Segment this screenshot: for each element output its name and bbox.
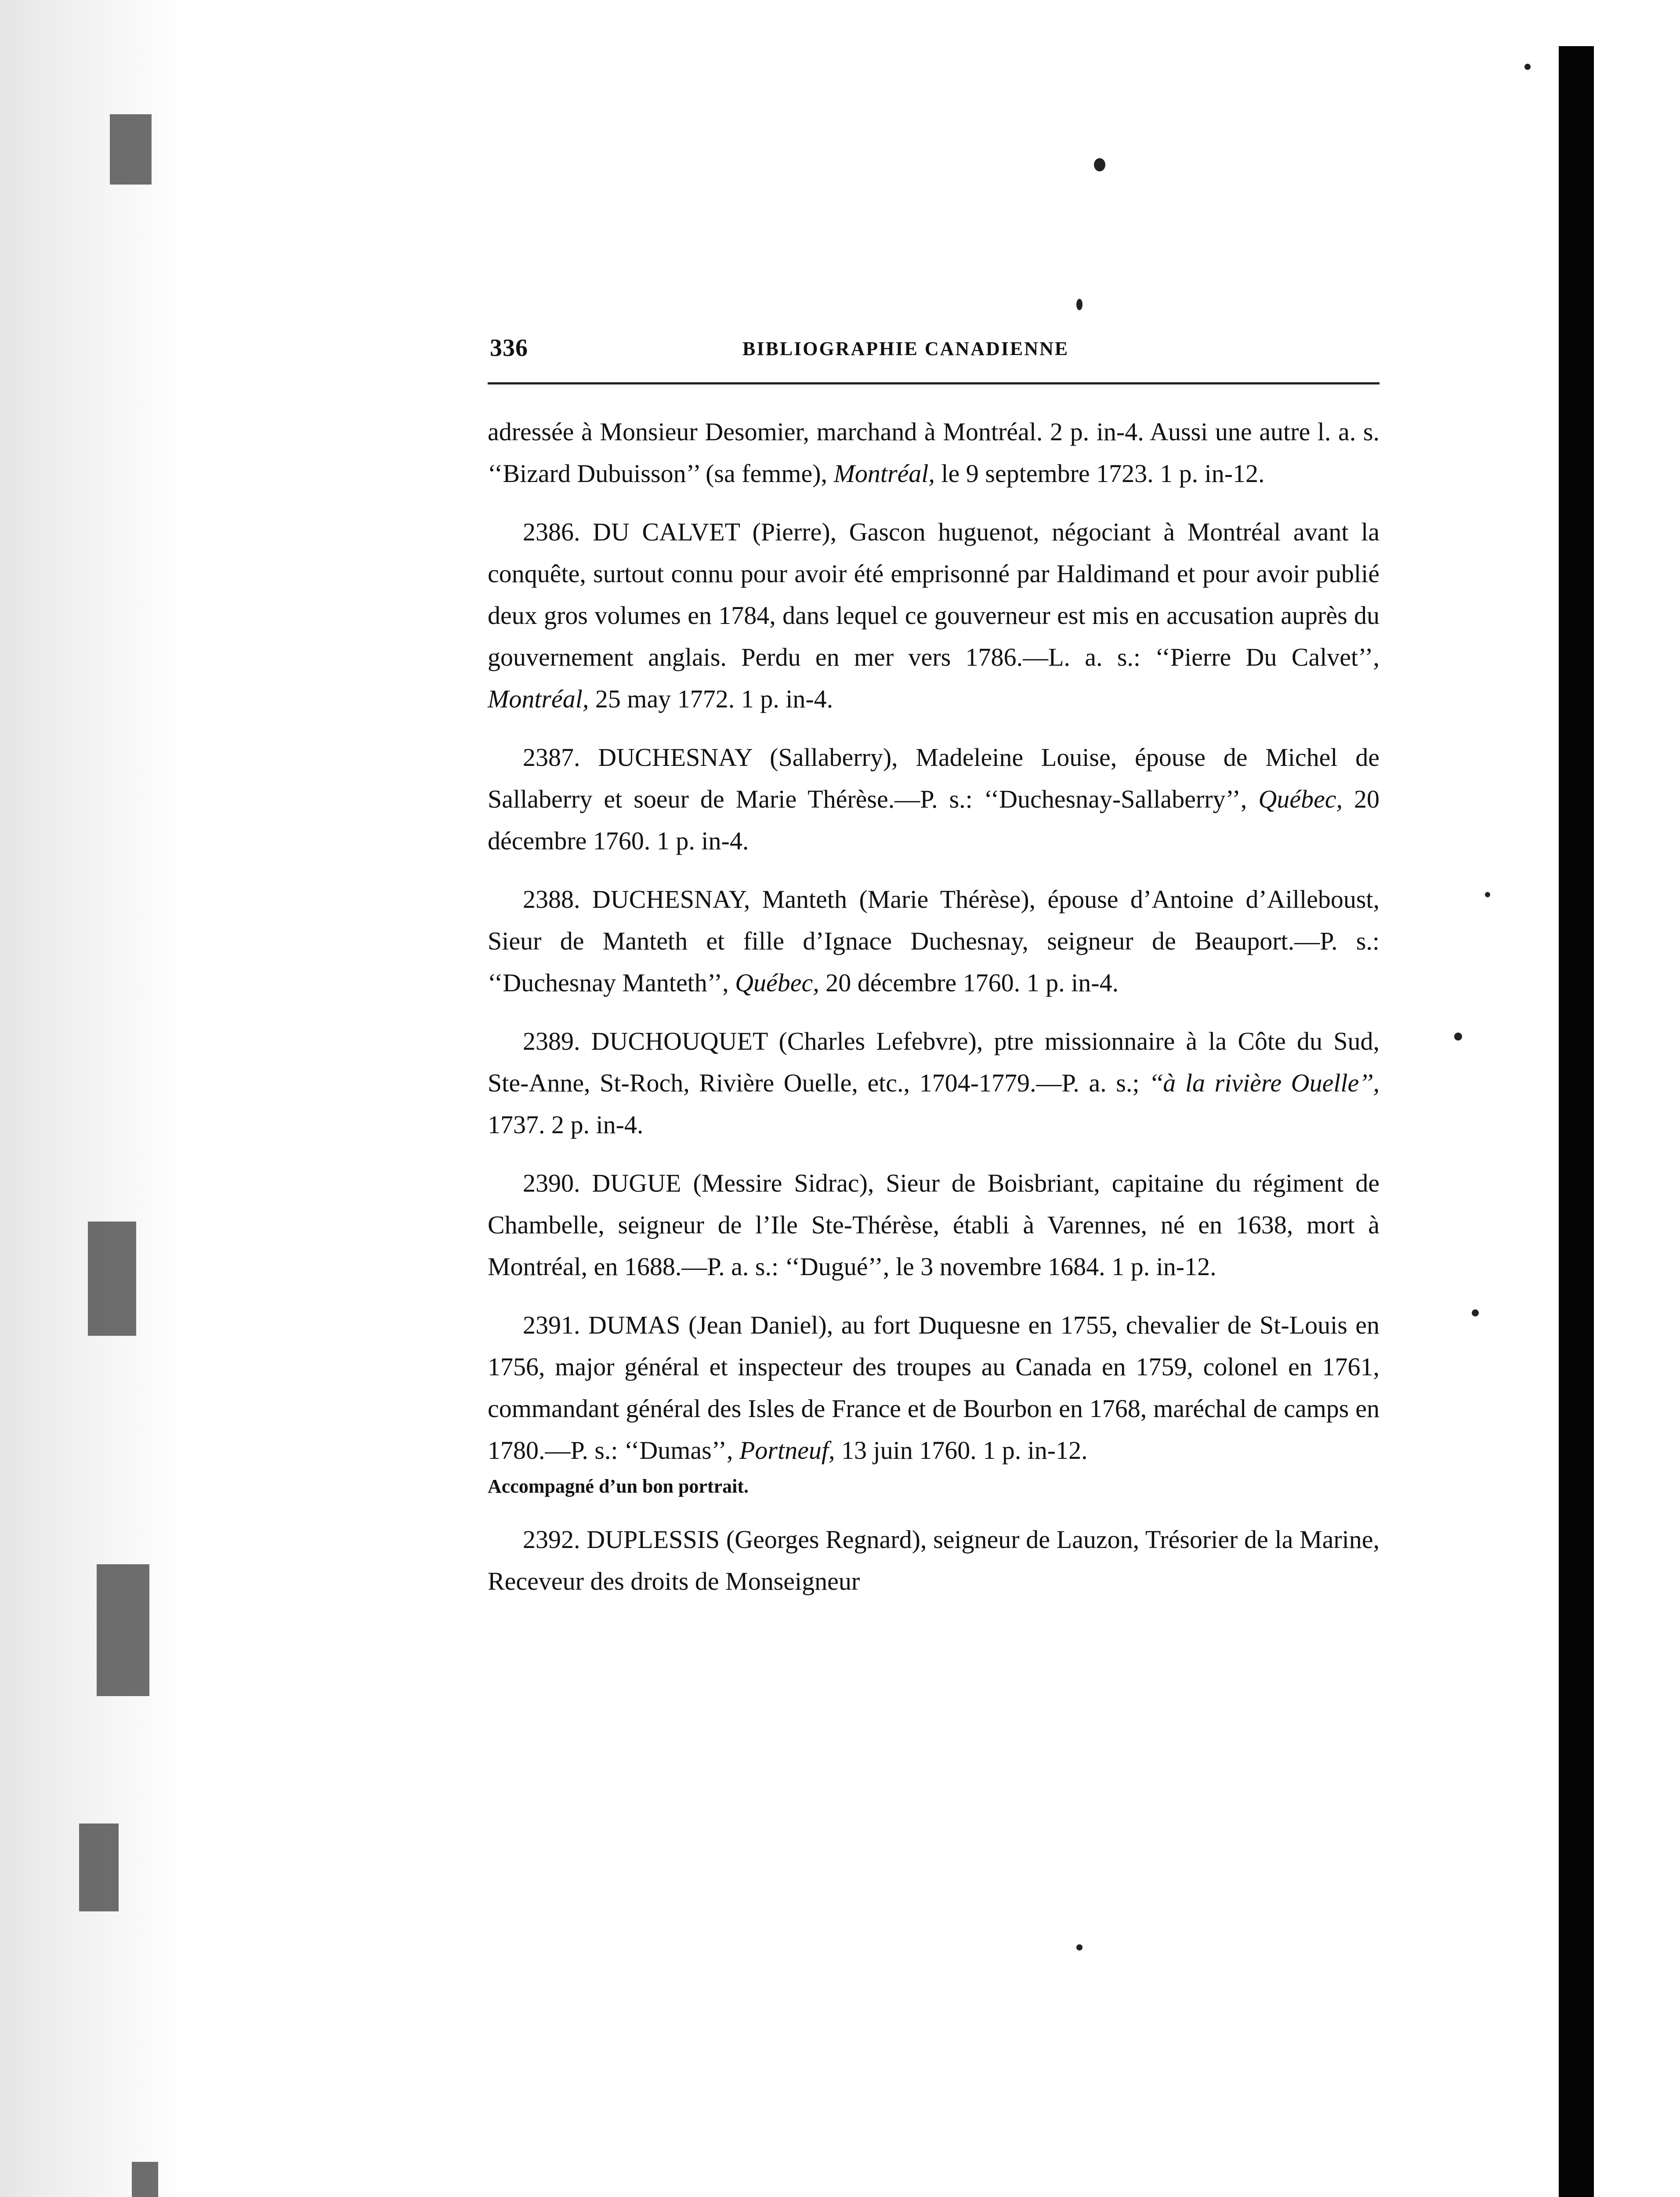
entry-2392: 2392. DUPLESSIS (Georges Regnard), seigneur de Lauzon, Trésorier de la Marine, Receveur des droits de Monseigneur: [488, 1525, 1379, 1595]
entry-2388: 2388. DUCHESNAY, Manteth (Marie Thérèse), épouse d’Antoine d’Ailleboust, Sieur de Manteth et fille d’Ignace Duchesnay, seigneur de Beauport.—P. s.: ‘‘Duchesnay Manteth’’, Québec, 20 décembre 1760. 1 p. in-4.: [488, 885, 1379, 997]
scan-artifact: [97, 1564, 149, 1696]
page-header: [490, 334, 1377, 387]
scan-right-border-bar: [1559, 46, 1594, 2197]
entry-2386: 2386. DU CALVET (Pierre), Gascon huguenot, négociant à Montréal avant la conquête, surtout connu pour avoir été emprisonné par Haldimand et pour avoir publié deux gros volumes en 1784, dans lequel ce gouverneur est mis en accusation auprès du gouvernement anglais. Perdu en mer vers 1786.—L. a. s.: ‘‘Pierre Du Calvet’’, Montréal, 25 may 1772. 1 p. in-4.: [488, 518, 1379, 713]
entry-continuation: adressée à Monsieur Desomier, marchand à Montréal. 2 p. in-4. Aussi une autre l. a. s. ‘‘Bizard Dubuisson’’ (sa femme), Montréal, le 9 septembre 1723. 1 p. in-12.: [488, 417, 1379, 488]
scan-speck: [1454, 1033, 1462, 1040]
scan-artifact: [88, 1222, 136, 1336]
running-title: BIBLIOGRAPHIE CANADIENNE: [742, 338, 1069, 359]
entry-2391: 2391. DUMAS (Jean Daniel), au fort Duquesne en 1755, chevalier de St-Louis en 1756, major général et inspecteur des troupes au Canada en 1759, colonel en 1761, commandant général des Isles de France et de Bourbon en 1768, maréchal de camps en 1780.—P. s.: ‘‘Dumas’’, Portneuf, 13 juin 1760. 1 p. in-12.: [488, 1311, 1379, 1465]
scan-artifact: [79, 1824, 119, 1911]
scan-speck: [1524, 64, 1531, 70]
scan-speck: [1472, 1309, 1479, 1316]
entry-2387: 2387. DUCHESNAY (Sallaberry), Madeleine Louise, épouse de Michel de Sallaberry et soeur de Marie Thérèse.—P. s.: ‘‘Duchesnay-Sallaberry’’, Québec, 20 décembre 1760. 1 p. in-4.: [488, 743, 1380, 855]
entry-2389: 2389. DUCHOUQUET (Charles Lefebvre), ptre missionnaire à la Côte du Sud, Ste-Anne, St-Roch, Rivière Ouelle, etc., 1704-1779.—P. a. s.; ‘‘à la rivière Ouelle’’, 1737. 2 p. in-4.: [488, 1027, 1379, 1139]
header-rule: [488, 382, 1379, 384]
scan-speck: [1076, 299, 1083, 310]
page-number: 336: [490, 334, 528, 362]
entry-2390: 2390. DUGUE (Messire Sidrac), Sieur de Boisbriant, capitaine du régiment de Chambelle, seigneur de l’Ile Ste-Thérèse, établi à Varennes, né en 1638, mort à Montréal, en 1688.—P. a. s.: ‘‘Dugué’’, le 3 novembre 1684. 1 p. in-12.: [488, 1169, 1379, 1281]
scan-speck: [1094, 158, 1105, 171]
scan-artifact: [110, 114, 152, 185]
scan-speck: [1076, 1944, 1083, 1950]
scan-speck: [1485, 892, 1490, 897]
bibliography-entries: [488, 411, 1379, 1602]
entry-2391-note: Accompagné d’un bon portrait.: [488, 1476, 749, 1497]
scan-artifact: [132, 2162, 158, 2197]
